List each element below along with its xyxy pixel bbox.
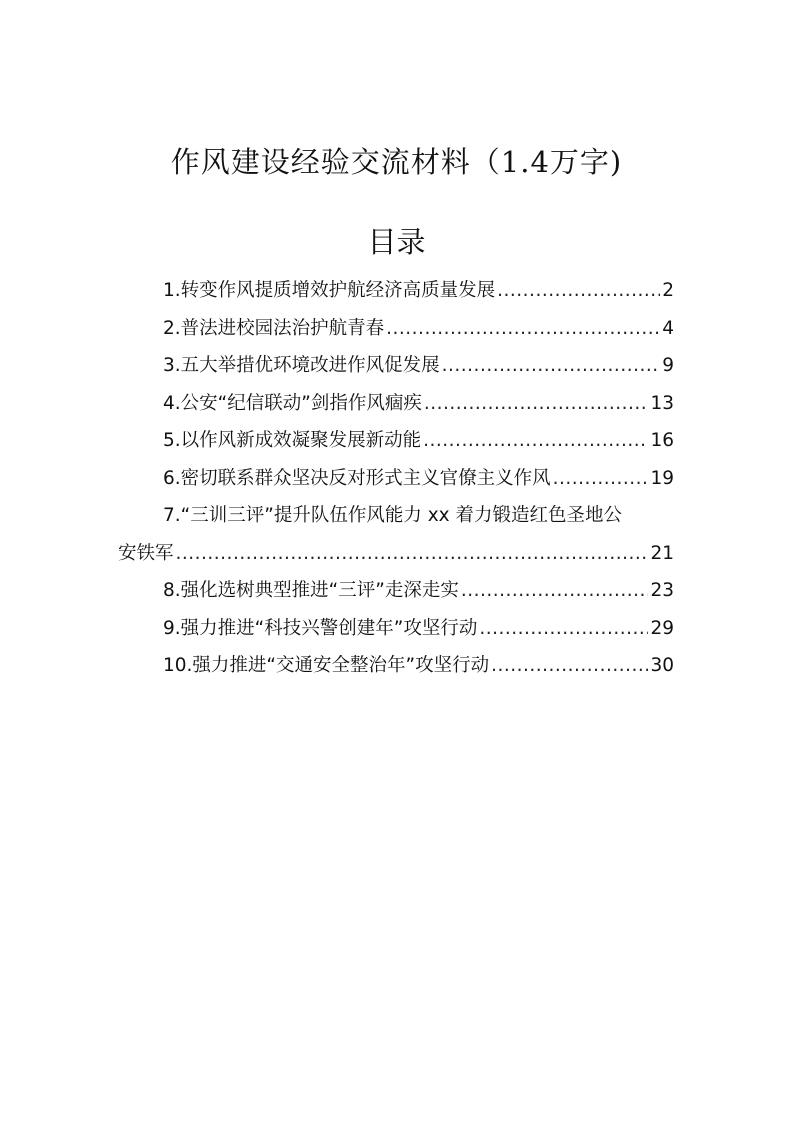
toc-entry-title: 2.普法进校园法治护航青春 — [163, 317, 385, 339]
toc-entry-page: 19 — [650, 467, 674, 489]
toc-entry-title: 4.公安“纪信联动”剑指作风痼疾 — [163, 392, 422, 414]
dot-leader — [479, 610, 648, 648]
dot-leader — [491, 647, 648, 685]
toc-entry-line2[interactable] — [118, 535, 674, 573]
toc-entry-title: 10.强力推进“交通安全整治年”攻坚行动 — [163, 655, 490, 676]
dot-leader — [424, 385, 649, 423]
toc-entry[interactable] — [118, 385, 674, 423]
table-of-contents — [118, 272, 674, 685]
dot-leader — [442, 347, 661, 385]
toc-entry-page: 4 — [662, 317, 674, 339]
toc-entry-page: 2 — [662, 280, 674, 301]
toc-entry[interactable] — [118, 272, 674, 310]
toc-entry-title: 3.五大举措优环境改进作风促发展 — [163, 355, 440, 376]
dot-leader — [423, 422, 648, 460]
toc-entry-title: 6.密切联系群众坚决反对形式主义官僚主义作风 — [163, 467, 551, 489]
toc-entry-title: 1.转变作风提质增效护航经济高质量发展 — [163, 280, 496, 301]
dot-leader — [386, 310, 660, 348]
toc-entry[interactable] — [118, 310, 674, 348]
document-title: 作风建设经验交流材料（1.4万字) — [170, 145, 623, 179]
toc-entry-line1[interactable] — [118, 497, 674, 535]
dot-leader — [461, 572, 649, 610]
toc-entry[interactable] — [118, 422, 674, 460]
toc-entry-title: 9.强力推进“科技兴警创建年”攻坚行动 — [163, 617, 478, 639]
toc-entry-title: 8.强化选树典型推进“三评”走深走实 — [163, 580, 459, 601]
toc-entry-page: 13 — [650, 392, 674, 414]
toc-entry[interactable] — [118, 572, 674, 610]
dot-leader — [176, 535, 649, 573]
toc-entry[interactable] — [118, 460, 674, 498]
toc-entry[interactable] — [118, 610, 674, 648]
toc-entry-page: 21 — [650, 542, 674, 564]
toc-entry-title: 7.“三训三评”提升队伍作风能力 xx 着力锻造红色圣地公 — [163, 505, 622, 526]
dot-leader — [553, 460, 649, 498]
toc-entry-page: 29 — [650, 617, 674, 639]
toc-entry-page: 9 — [662, 355, 674, 376]
dot-leader — [497, 272, 660, 310]
toc-entry-title-cont: 安铁军 — [118, 542, 174, 564]
toc-entry[interactable] — [118, 347, 674, 385]
toc-entry[interactable] — [118, 647, 674, 685]
toc-entry-page: 30 — [650, 655, 674, 676]
toc-entry-page: 23 — [650, 580, 674, 601]
toc-entry-page: 16 — [650, 430, 674, 451]
toc-entry-title: 5.以作风新成效凝聚发展新动能 — [163, 430, 422, 451]
toc-heading: 目录 — [367, 225, 426, 259]
